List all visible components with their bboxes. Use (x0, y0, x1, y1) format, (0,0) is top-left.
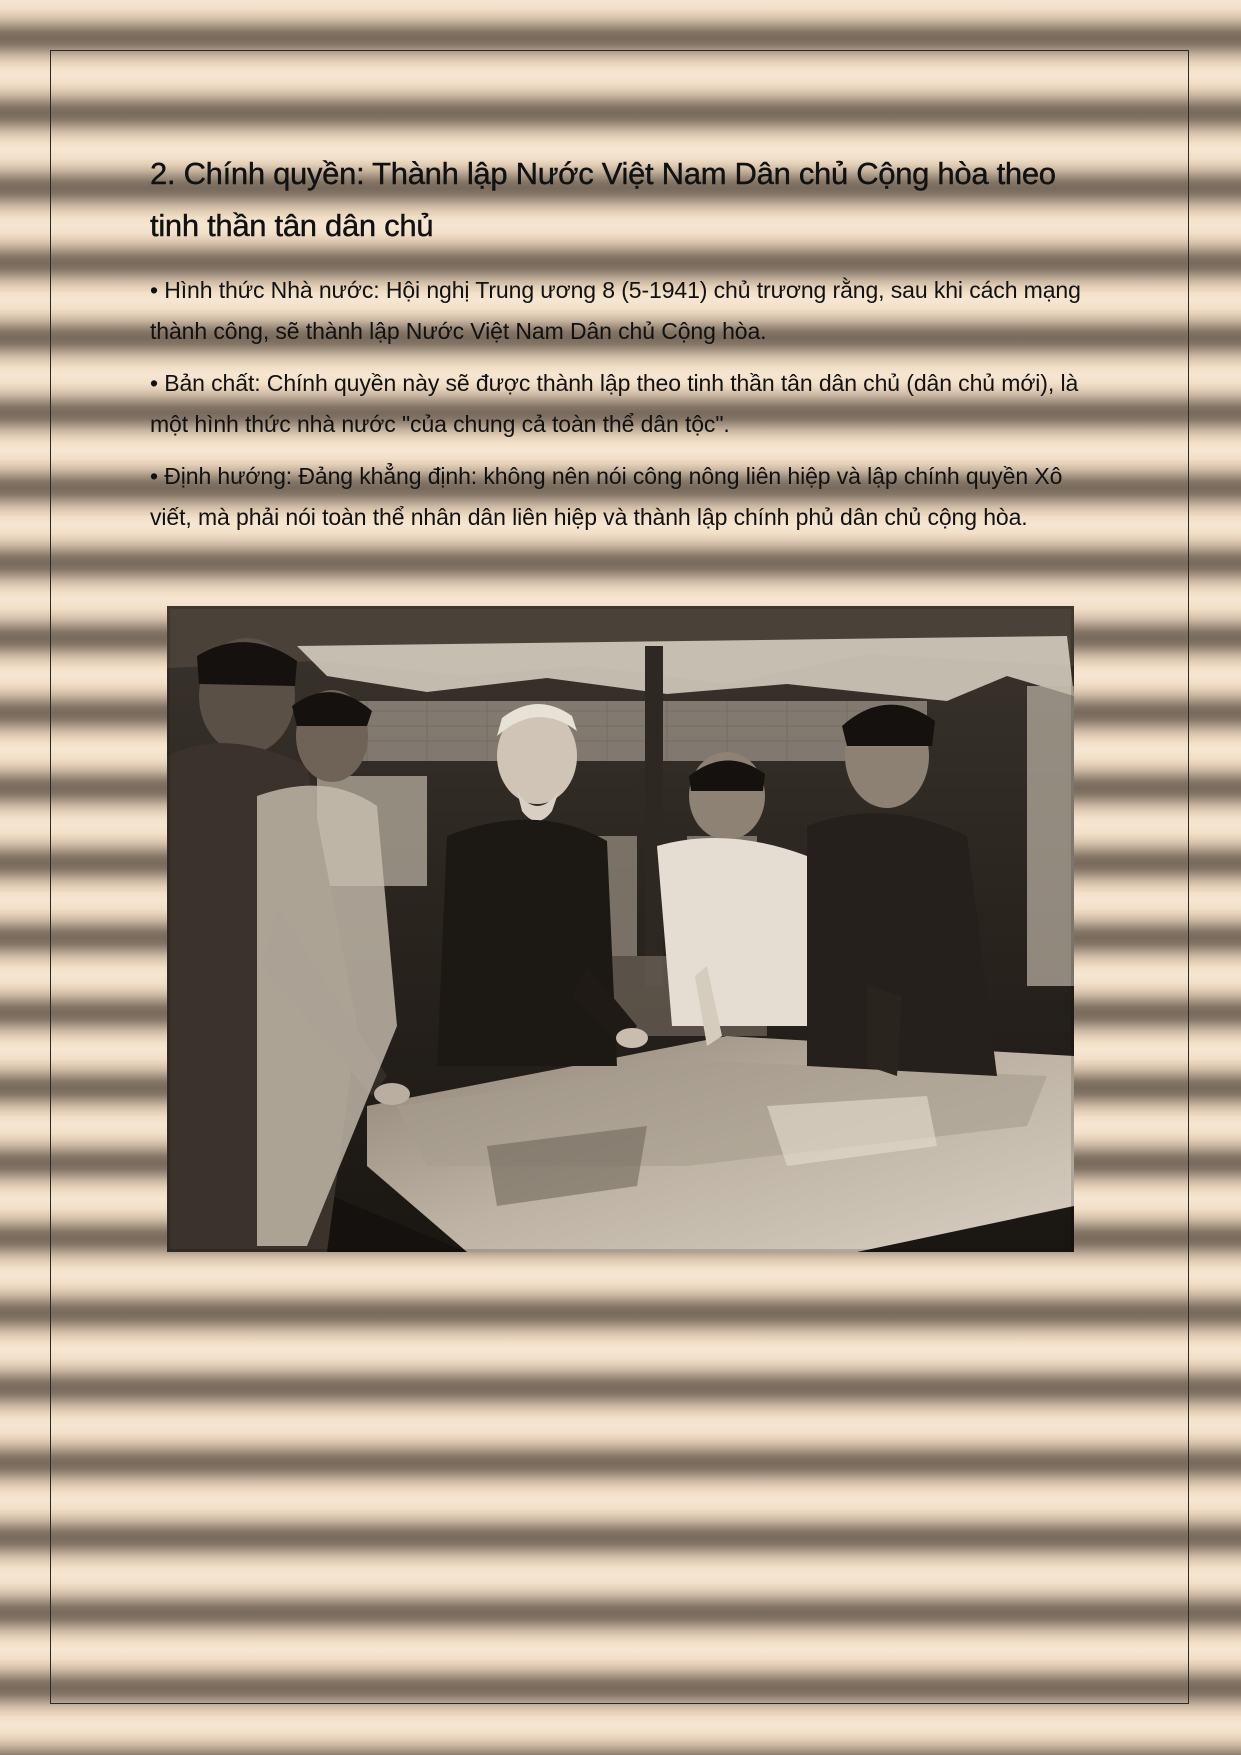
historical-photo (167, 606, 1074, 1252)
bullet-state-form: • Hình thức Nhà nước: Hội nghị Trung ương 8 (5-1941) chủ trương rằng, sau khi cách mạng thành công, sẽ thành lập Nước Việt Nam Dân chủ Cộng hòa. (150, 277, 1081, 344)
photo-illustration (167, 606, 1074, 1252)
bullet-nature: • Bản chất: Chính quyền này sẽ được thành lập theo tinh thần tân dân chủ (dân chủ mới), là một hình thức nhà nước "của chung cả toàn thể dân tộc". (150, 370, 1079, 437)
bullet-orientation: • Định hướng: Đảng khẳng định: không nên nói công nông liên hiệp và lập chính quyền Xô viết, mà phải nói toàn thể nhân dân liên hiệp và thành lập chính phủ dân chủ cộng hòa. (150, 463, 1063, 530)
document-body (150, 148, 1085, 549)
section-heading: 2. Chính quyền: Thành lập Nước Việt Nam Dân chủ Cộng hòa theo tinh thần tân dân chủ (150, 156, 1056, 243)
